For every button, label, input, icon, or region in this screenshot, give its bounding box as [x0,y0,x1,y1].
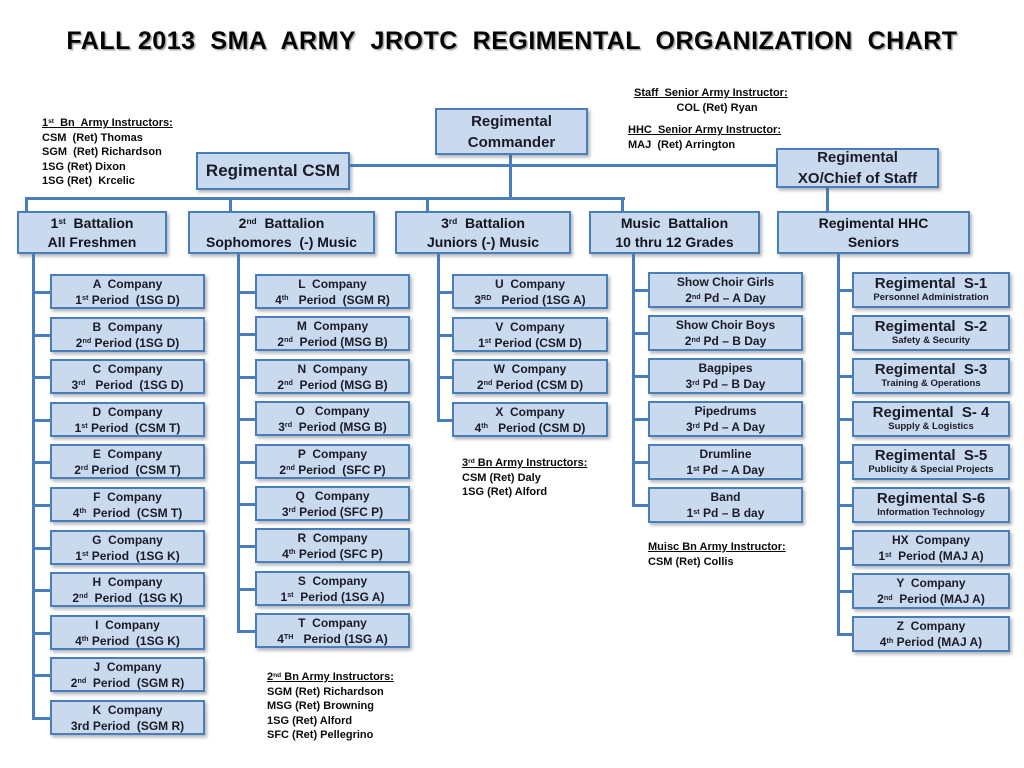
annotation-title: Staff Senior Army Instructor: [634,87,788,99]
box-label-line: R Company [297,530,368,545]
staff-box-regimental-s-2 [852,315,1010,351]
box-label-line: M Company [296,318,369,333]
box-label-line: B Company [92,319,163,334]
box-label-line: 1st Period (MAJ A) [878,549,984,563]
annotation-title: HHC Senior Army Instructor: [628,124,782,136]
company-box-j-company [50,657,205,692]
box-label-line: W Company [493,361,567,376]
box-label-line: F Company [93,489,162,504]
box-label-line: S Company [297,573,368,588]
connector-line [32,717,50,720]
rail-line [837,252,840,635]
company-box-show-choir-boys [648,315,803,351]
connector-line [837,289,852,292]
connector-line [837,547,852,550]
annotation-line: MAJ (Ret) Arrington [628,138,736,151]
annotation-bn3-instructors [462,456,632,500]
company-box-f-company [50,487,205,522]
box-label-line: Band [710,490,741,504]
connector-line [437,334,452,337]
box-label-line: 3rd Period (MSG B) [278,419,387,434]
box-label-line: 3rd Pd – B Day [685,377,766,391]
annotation-line: CSM (Ret) Collis [648,555,734,568]
connector-line [632,418,648,421]
box-label-line: XO/Chief of Staff [797,170,918,187]
box-label-line: D Company [92,404,163,419]
company-box-h-company [50,572,205,607]
connector-line [437,419,452,422]
box-label-line: V Company [495,319,565,334]
annotation-line: SGM (Ret) Richardson [267,685,384,698]
annotation-title: 2nd Bn Army Instructors: [267,671,394,683]
box-label-line: Show Choir Boys [675,318,776,332]
box-label-line: L Company [298,276,367,291]
connector-line [32,419,50,422]
company-box-p-company [255,444,410,479]
box-label-line: Bagpipes [698,361,753,375]
company-box-x-company [452,402,608,437]
rail-line [32,252,35,719]
staff-box-regimental-s-3 [852,358,1010,394]
connector-line [837,332,852,335]
box-label-line: HX Company [891,533,970,547]
company-box-band [648,487,803,523]
box-label-line: Publicity & Special Projects [868,464,994,475]
annotation-bn2-instructors [267,670,447,743]
box-label-line: 2nd Period (MSG B) [277,377,388,392]
box-label-line: 4th Period (MAJ A) [879,635,983,649]
box-label-line: 4th Period (SFC P) [282,546,383,561]
box-label-line: 1st Pd – B day [686,506,765,520]
connector-line [32,589,50,592]
node-regimental-commander [435,108,588,155]
box-label-line: 4th Period (CSM D) [474,420,586,435]
box-label-line: 3rd Period (1SG D) [71,377,184,392]
annotation-line: 1SG (Ret) Krcelic [42,175,135,187]
rail-line [237,252,240,632]
box-label-line: Personnel Administration [873,292,989,303]
chart-title: FALL 2013 SMA ARMY JROTC REGIMENTAL ORGANIZATION CHART [66,27,958,55]
box-label-line: 1st Period (1SG A) [280,589,385,604]
box-label-line: 2rd Period (CSM T) [74,462,181,477]
box-label-line: Regimental S-5 [874,447,988,464]
company-box-g-company [50,530,205,565]
box-label-line: C Company [92,361,163,376]
company-box-t-company [255,613,410,648]
connector-line [837,461,852,464]
connector-line [237,630,255,633]
company-box-e-company [50,444,205,479]
box-label-line: Supply & Logistics [888,421,974,432]
company-box-k-company [50,700,205,735]
annotation-title: 1st Bn Army Instructors: [42,117,173,129]
annotation-title: Muisc Bn Army Instructor: [648,541,786,553]
connector-line [32,632,50,635]
company-box-c-company [50,359,205,394]
box-label-line: 2nd Battalion [238,214,325,231]
box-label-line: O Company [295,403,370,418]
box-label-line: X Company [495,404,565,419]
company-box-bagpipes [648,358,803,394]
box-label-line: Juniors (-) Music [426,233,539,250]
company-box-q-company [255,486,410,521]
box-label-line: Y Company [896,576,966,590]
connector-line [437,376,452,379]
box-label-line: G Company [92,532,163,547]
box-label-line: 2nd Period (MSG B) [277,334,388,349]
annotation-line: COL (Ret) Ryan [676,101,758,114]
box-label-line: Safety & Security [891,335,971,346]
company-box-r-company [255,528,410,563]
connector-line [32,674,50,677]
box-label-line: 2nd Pd – B Day [684,334,767,348]
company-box-b-company [50,317,205,352]
battalion-box-regimental-hhc [777,211,970,254]
box-label-line: Sophomores (-) Music [206,233,357,250]
box-label-line: 1st Battalion [50,214,134,231]
node-regimental-csm [196,152,350,190]
box-label-line: Regimental S-3 [874,361,988,378]
box-label-line: Show Choir Girls [676,275,775,289]
staff-box-regimental-s-6 [852,487,1010,523]
company-box-pipedrums [648,401,803,437]
box-label-line: J Company [93,659,162,674]
connector-line [632,504,648,507]
box-label-line: 2nd Period (1SG K) [72,590,183,605]
box-label-line: Z Company [896,619,966,633]
box-label-line: 1st Period (CSM T) [74,420,181,435]
box-label-line: 2nd Period (SGM R) [70,675,185,690]
connector-line [32,376,50,379]
connector-line [826,188,829,213]
box-label-line: Regimental [817,149,898,166]
company-box-u-company [452,274,608,309]
connector-line [837,590,852,593]
box-label-line: Regimental [471,112,552,130]
connector-line [837,418,852,421]
company-box-y-company [852,573,1010,609]
annotation-music-instructor [648,540,828,569]
battalion-box-1st-battalion [17,211,167,254]
company-box-o-company [255,401,410,436]
company-box-l-company [255,274,410,309]
annotation-title: 3rd Bn Army Instructors: [462,457,588,469]
box-label-line: Regimental S-1 [874,275,988,292]
box-label-line: Music Battalion [620,214,729,231]
box-label-line: 2nd Period (SFC P) [279,462,386,477]
annotation-line: 1SG (Ret) Alford [267,714,353,727]
company-box-hx-company [852,530,1010,566]
box-label-line: All Freshmen [47,233,137,250]
company-box-s-company [255,571,410,606]
annotation-line: MSG (Ret) Browning [267,700,374,712]
box-label-line: 1st Period (CSM D) [478,335,582,350]
annotation-line: CSM (Ret) Daly [462,471,541,484]
box-label-line: Q Company [295,488,370,503]
company-box-drumline [648,444,803,480]
connector-line [632,289,648,292]
box-label-line: K Company [92,702,163,717]
connector-line [237,503,255,506]
connector-line [837,633,852,636]
box-label-line: 1st Pd – A Day [686,463,765,477]
company-box-m-company [255,316,410,351]
connector-line [350,164,779,167]
connector-line [32,334,50,337]
connector-line [437,291,452,294]
box-label-line: Regimental CSM [205,160,341,180]
connector-line [237,461,255,464]
connector-line [632,375,648,378]
box-label-line: Seniors [847,233,900,250]
company-box-w-company [452,359,608,394]
staff-box-regimental-s-5 [852,444,1010,480]
connector-line [237,333,255,336]
box-label-line: Commander [467,133,556,151]
company-box-i-company [50,615,205,650]
connector-line [237,376,255,379]
box-label-line: 2nd Period (MAJ A) [877,592,985,606]
connector-line [32,504,50,507]
box-label-line: Regimental S- 4 [872,404,990,421]
connector-line [25,197,625,200]
connector-line [237,545,255,548]
box-label-line: 2nd Pd – A Day [685,291,766,305]
connector-line [509,155,512,199]
box-label-line: Information Technology [877,507,985,518]
annotation-line: 1SG (Ret) Dixon [42,160,126,173]
box-label-line: 4TH Period (1SG A) [277,631,388,646]
box-label-line: N Company [297,361,368,376]
box-label-line: 2nd Period (1SG D) [75,335,180,350]
connector-line [32,291,50,294]
box-label-line: 4th Period (CSM T) [72,505,183,520]
box-label-line: P Company [297,446,368,461]
box-label-line: 4th Period (SGM R) [275,292,390,307]
box-label-line: Regimental HHC [818,214,929,231]
box-label-line: 3rd Battalion [441,214,525,231]
connector-line [237,418,255,421]
company-box-d-company [50,402,205,437]
box-label-line: 1st Period (1SG D) [75,292,180,307]
company-box-v-company [452,317,608,352]
box-label-line: U Company [494,276,565,291]
annotation-hhc-instructor [628,123,808,152]
annotation-staff-instructor [634,86,800,115]
staff-box-regimental-s-1 [852,272,1010,308]
box-label-line: 1st Period (1SG K) [75,548,180,563]
box-label-line: E Company [92,446,163,461]
connector-line [237,291,255,294]
company-box-n-company [255,359,410,394]
connector-line [32,547,50,550]
annotation-line: 1SG (Ret) Alford [462,486,548,498]
box-label-line: 3rd Pd – A Day [685,420,765,434]
box-label-line: Drumline [699,447,752,461]
annotation-line: SFC (Ret) Pellegrino [267,729,374,741]
annotation-line: CSM (Ret) Thomas [42,131,143,144]
box-label-line: 3RD Period (1SG A) [474,292,586,307]
staff-box-regimental-s-4 [852,401,1010,437]
box-label-line: I Company [95,617,160,632]
box-label-line: 3rd Period (SGM R) [70,718,185,733]
box-label-line: T Company [298,615,367,630]
battalion-box-2nd-battalion [188,211,375,254]
connector-line [632,332,648,335]
box-label-line: Training & Operations [881,378,981,389]
battalion-box-3rd-battalion [395,211,571,254]
connector-line [632,461,648,464]
node-regimental-xo-chief-of-staff [776,148,939,188]
box-label-line: H Company [92,574,163,589]
connector-line [237,588,255,591]
annotation-bn1-instructors [42,116,217,189]
box-label-line: A Company [92,276,163,291]
connector-line [837,504,852,507]
connector-line [32,461,50,464]
battalion-box-music-battalion [589,211,760,254]
box-label-line: Pipedrums [694,404,757,418]
box-label-line: 3rd Period (SFC P) [281,504,384,519]
connector-line [837,375,852,378]
box-label-line: 2nd Period (CSM D) [476,377,584,392]
box-label-line: Regimental S-2 [874,318,988,335]
box-label-line: 4th Period (1SG K) [75,633,180,648]
company-box-a-company [50,274,205,309]
box-label-line: 10 thru 12 Grades [615,233,734,250]
box-label-line: Regimental S-6 [876,490,986,507]
annotation-line: SGM (Ret) Richardson [42,146,162,158]
company-box-z-company [852,616,1010,652]
company-box-show-choir-girls [648,272,803,308]
